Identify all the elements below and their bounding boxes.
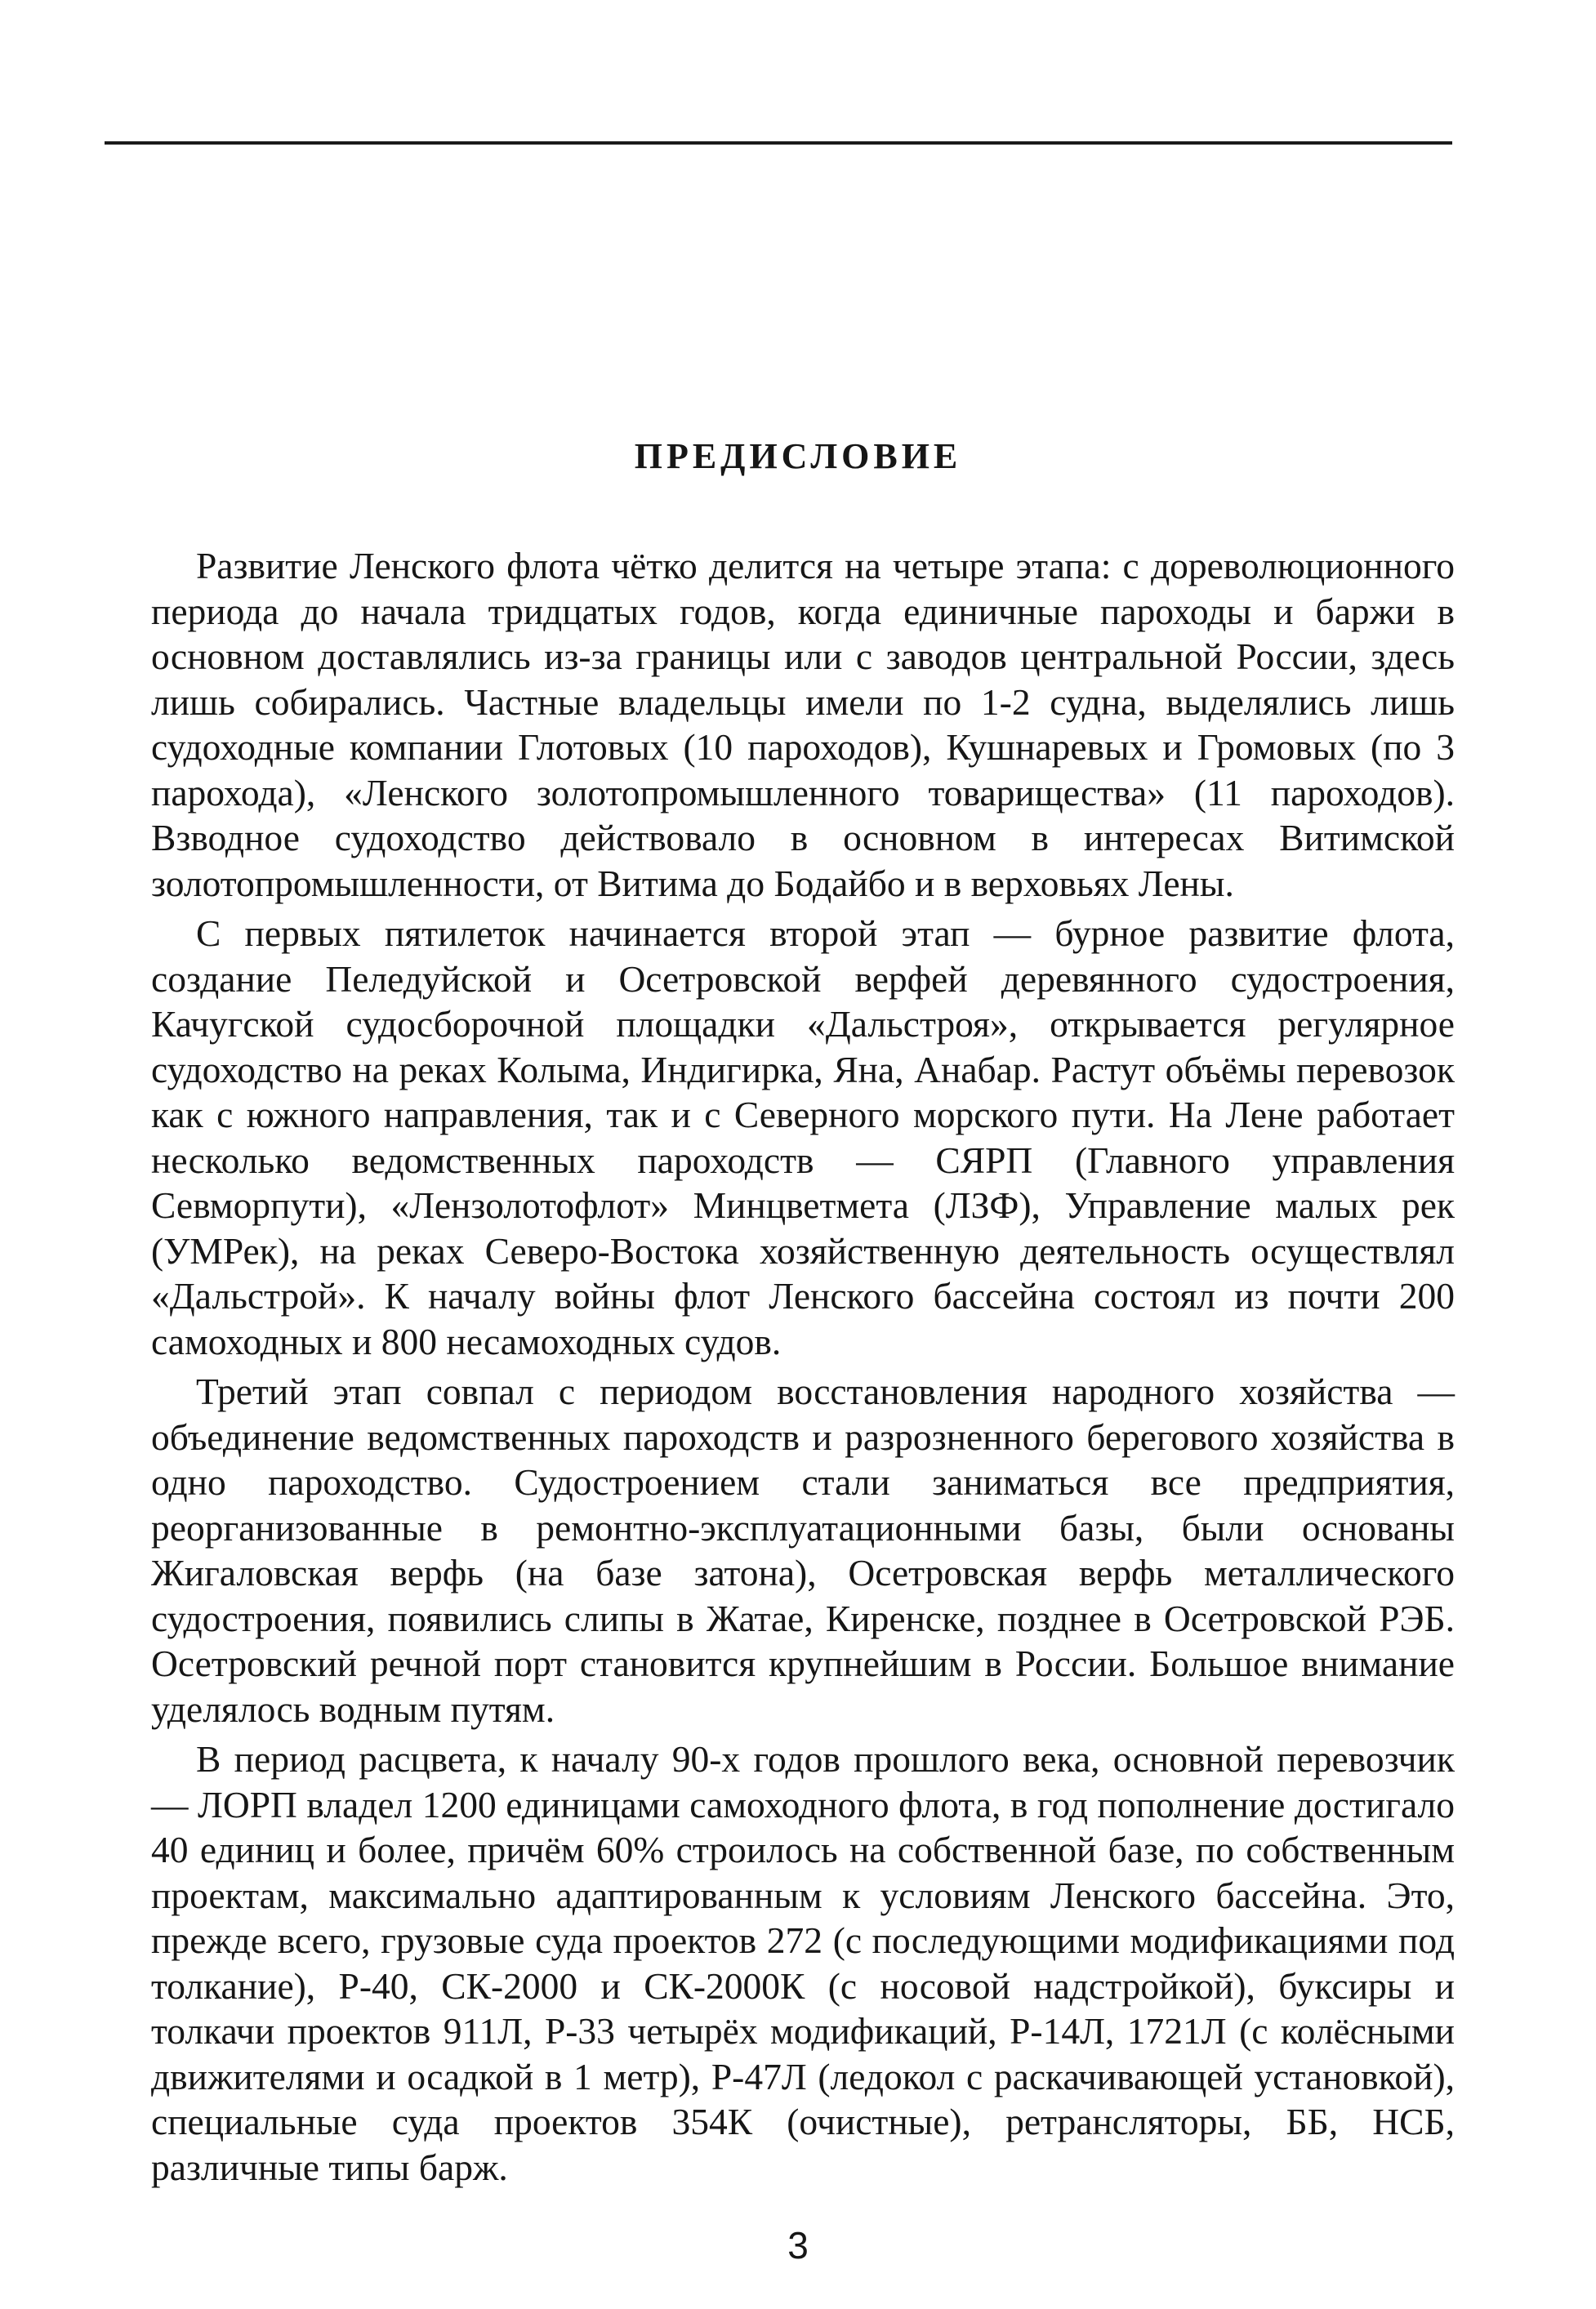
- section-heading: ПРЕДИСЛОВИЕ: [634, 436, 962, 476]
- page-number: 3: [787, 2224, 809, 2267]
- body-text: [151, 543, 1455, 2190]
- paragraph-3: Третий этап совпал с периодом восстановления народного хозяйства — объединение ведомственных пароходств и разрозненного берегового хозяйства в одно пароходство. Судостроением стали заниматься все предприятия, реорганизованные в ремонтно-эксплуатационными базы, были основаны Жигаловская верфь (на базе затона), Осетровская верфь металлического судостроения, появились слипы в Жатае, Киренске, позднее в Осетровской РЭБ. Осетровский речной порт становится крупнейшим в России. Большое внимание уделялось водным путям.: [151, 1371, 1455, 1730]
- paragraph-2: С первых пятилеток начинается второй этап — бурное развитие флота, создание Пеледуйской и Осетровской верфей деревянного судостроения, Качугской судосборочной площадки «Дальстроя», открывается регулярное судоходство на реках Колыма, Индигирка, Яна, Анабар. Растут объёмы перевозок как с южного направления, так и с Северного морского пути. На Лене работает несколько ведомственных пароходств — СЯРП (Главного управления Севморпути), «Лензолотофлот» Минцветмета (ЛЗФ), Управление малых рек (УМРек), на реках Северо-Востока хозяйственную деятельность осуществлял «Дальстрой». К началу войны флот Ленского бассейна состоял из почти 200 самоходных и 800 несамоходных судов.: [151, 912, 1455, 1362]
- top-rule: [105, 141, 1452, 145]
- paragraph-1: Развитие Ленского флота чётко делится на четыре этапа: с дореволюционного периода до начала тридцатых годов, когда единичные пароходы и баржи в основном доставлялись из-за границы или с заводов центральной России, здесь лишь собирались. Частные владельцы имели по 1-2 судна, выделялись лишь судоходные компании Глотовых (10 пароходов), Кушнаревых и Громовых (по 3 парохода), «Ленского золотопромышленного товарищества» (11 пароходов). Взводное судоходство действовало в основном в интересах Витимской золотопромышленности, от Витима до Бодайбо и в верховьях Лены.: [151, 545, 1455, 904]
- paragraph-4: В период расцвета, к началу 90-х годов прошлого века, основной перевозчик — ЛОРП владел 1200 единицами самоходного флота, в год пополнение достигало 40 единиц и более, причём 60% строилось на собственной базе, по собственным проектам, максимально адаптированным к условиям Ленского бассейна. Это, прежде всего, грузовые суда проектов 272 (с последующими модификациями под толкание), Р-40, СК-2000 и СК-2000К (с носовой надстройкой), буксиры и толкачи проектов 911Л, Р-33 четырёх модификаций, Р-14Л, 1721Л (с колёсными движителями и осадкой в 1 метр), Р-47Л (ледокол с раскачивающей установкой), специальные суда проектов 354К (очистные), ретрансляторы, ББ, НСБ, различные типы барж.: [151, 1738, 1455, 2188]
